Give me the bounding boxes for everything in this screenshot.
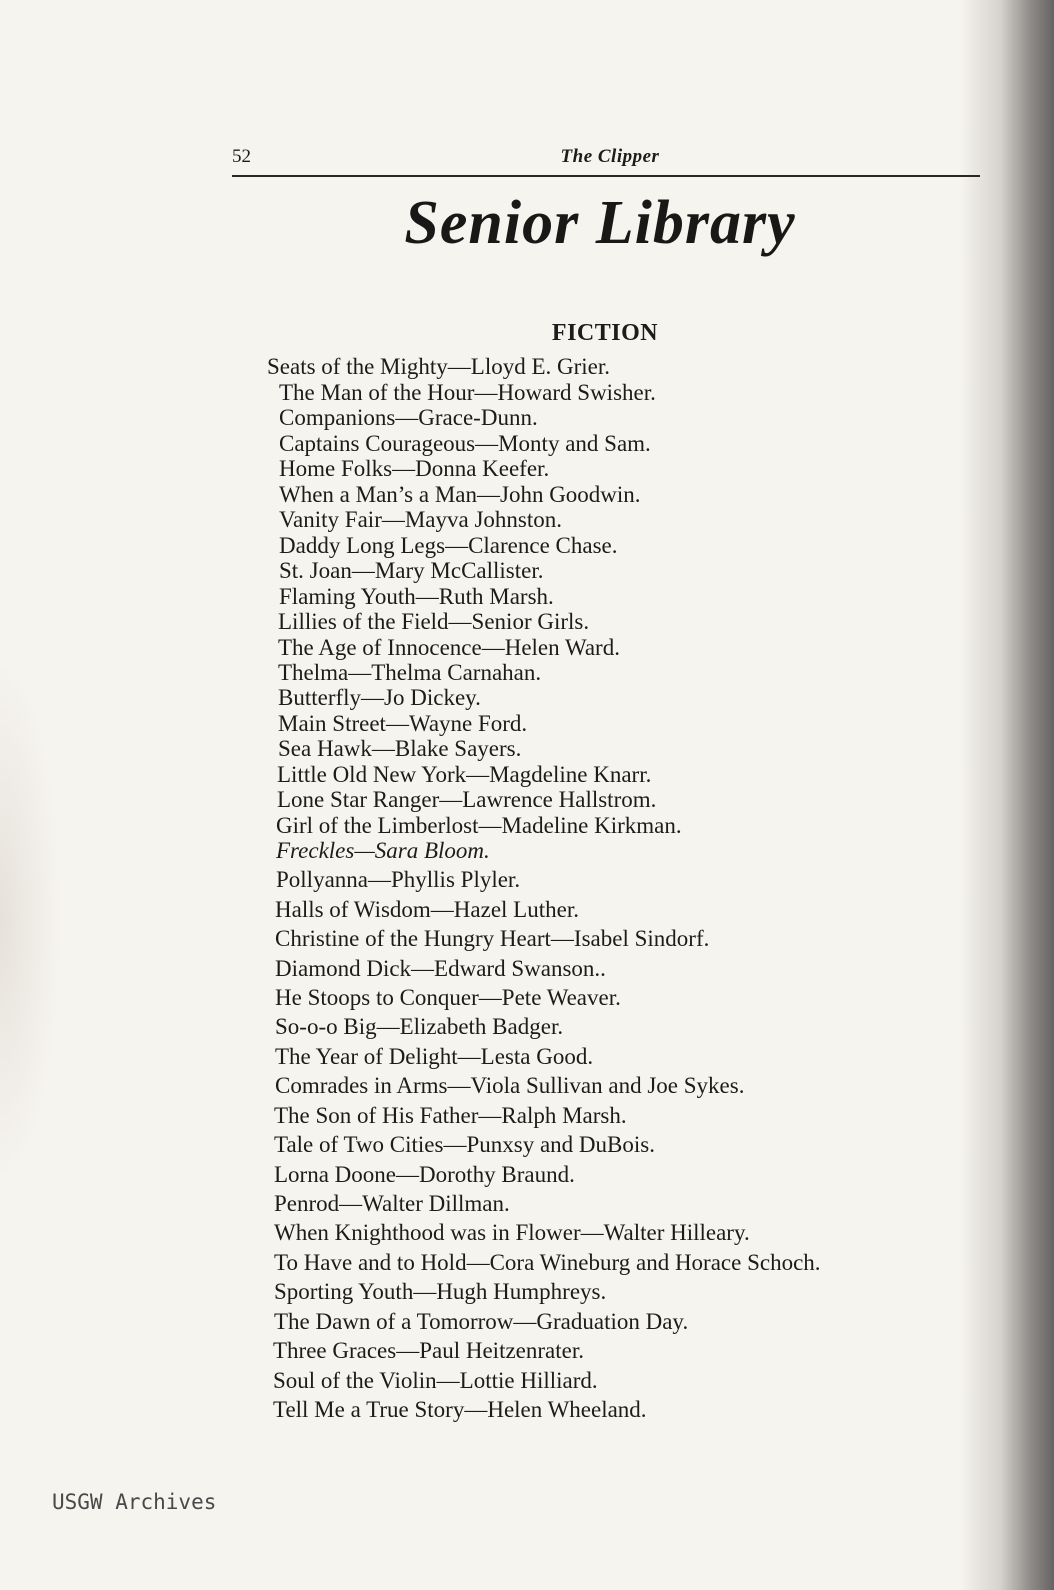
list-item: Seats of the Mighty—Lloyd E. Grier. bbox=[267, 354, 611, 379]
list-item: Penrod—Walter Dillman. bbox=[274, 1191, 510, 1216]
list-item: Comrades in Arms—Viola Sullivan and Joe Sykes. bbox=[275, 1073, 745, 1098]
list-item: Soul of the Violin—Lottie Hilliard. bbox=[273, 1368, 598, 1393]
list-item: The Age of Innocence—Helen Ward. bbox=[278, 635, 620, 660]
list-item: Main Street—Wayne Ford. bbox=[278, 711, 528, 736]
list-item: Lillies of the Field—Senior Girls. bbox=[278, 609, 590, 634]
list-item: Vanity Fair—Mayva Johnston. bbox=[279, 507, 563, 532]
list-item: Companions—Grace-Dunn. bbox=[279, 405, 538, 430]
page-title: Senior Library bbox=[404, 189, 796, 257]
list-item: When a Man’s a Man—John Goodwin. bbox=[279, 482, 641, 507]
list-item: The Year of Delight—Lesta Good. bbox=[275, 1044, 594, 1069]
list-item: St. Joan—Mary McCallister. bbox=[279, 558, 544, 583]
list-item: Freckles—Sara Bloom. bbox=[276, 838, 490, 863]
list-item: Sea Hawk—Blake Sayers. bbox=[278, 736, 522, 761]
list-item: Three Graces—Paul Heitzenrater. bbox=[273, 1338, 584, 1363]
list-item: The Man of the Hour—Howard Swisher. bbox=[279, 380, 656, 405]
list-item: Sporting Youth—Hugh Humphreys. bbox=[274, 1279, 607, 1304]
list-item: Home Folks—Donna Keefer. bbox=[279, 456, 550, 481]
list-item: Lone Star Ranger—Lawrence Hallstrom. bbox=[277, 787, 657, 812]
list-item: Captains Courageous—Monty and Sam. bbox=[279, 431, 651, 456]
list-item: So-o-o Big—Elizabeth Badger. bbox=[275, 1014, 564, 1039]
list-item: Pollyanna—Phyllis Plyler. bbox=[276, 867, 521, 892]
list-item: Diamond Dick—Edward Swanson.. bbox=[275, 956, 606, 981]
section-heading: FICTION bbox=[551, 320, 659, 346]
list-item: The Son of His Father—Ralph Marsh. bbox=[274, 1103, 627, 1128]
list-item: Daddy Long Legs—Clarence Chase. bbox=[279, 533, 618, 558]
list-item: Butterfly—Jo Dickey. bbox=[278, 685, 481, 710]
list-item: Thelma—Thelma Carnahan. bbox=[278, 660, 542, 685]
list-item: To Have and to Hold—Cora Wineburg and Horace Schoch. bbox=[274, 1250, 821, 1275]
page-number: 52 bbox=[232, 146, 251, 167]
list-item: He Stoops to Conquer—Pete Weaver. bbox=[275, 985, 621, 1010]
list-item: When Knighthood was in Flower—Walter Hilleary. bbox=[274, 1220, 750, 1245]
running-title: The Clipper bbox=[560, 146, 660, 167]
list-item: Tell Me a True Story—Helen Wheeland. bbox=[273, 1397, 647, 1422]
list-item: Lorna Doone—Dorothy Braund. bbox=[274, 1162, 575, 1187]
list-item: Halls of Wisdom—Hazel Luther. bbox=[275, 897, 579, 922]
list-item: Flaming Youth—Ruth Marsh. bbox=[279, 584, 554, 609]
list-item: Little Old New York—Magdeline Knarr. bbox=[277, 762, 652, 787]
list-item: Christine of the Hungry Heart—Isabel Sindorf. bbox=[275, 926, 710, 951]
archive-watermark: USGW Archives bbox=[52, 1490, 217, 1514]
list-item: Tale of Two Cities—Punxsy and DuBois. bbox=[274, 1132, 655, 1157]
list-item: Girl of the Limberlost—Madeline Kirkman. bbox=[276, 813, 682, 838]
list-item: The Dawn of a Tomorrow—Graduation Day. bbox=[274, 1309, 689, 1334]
